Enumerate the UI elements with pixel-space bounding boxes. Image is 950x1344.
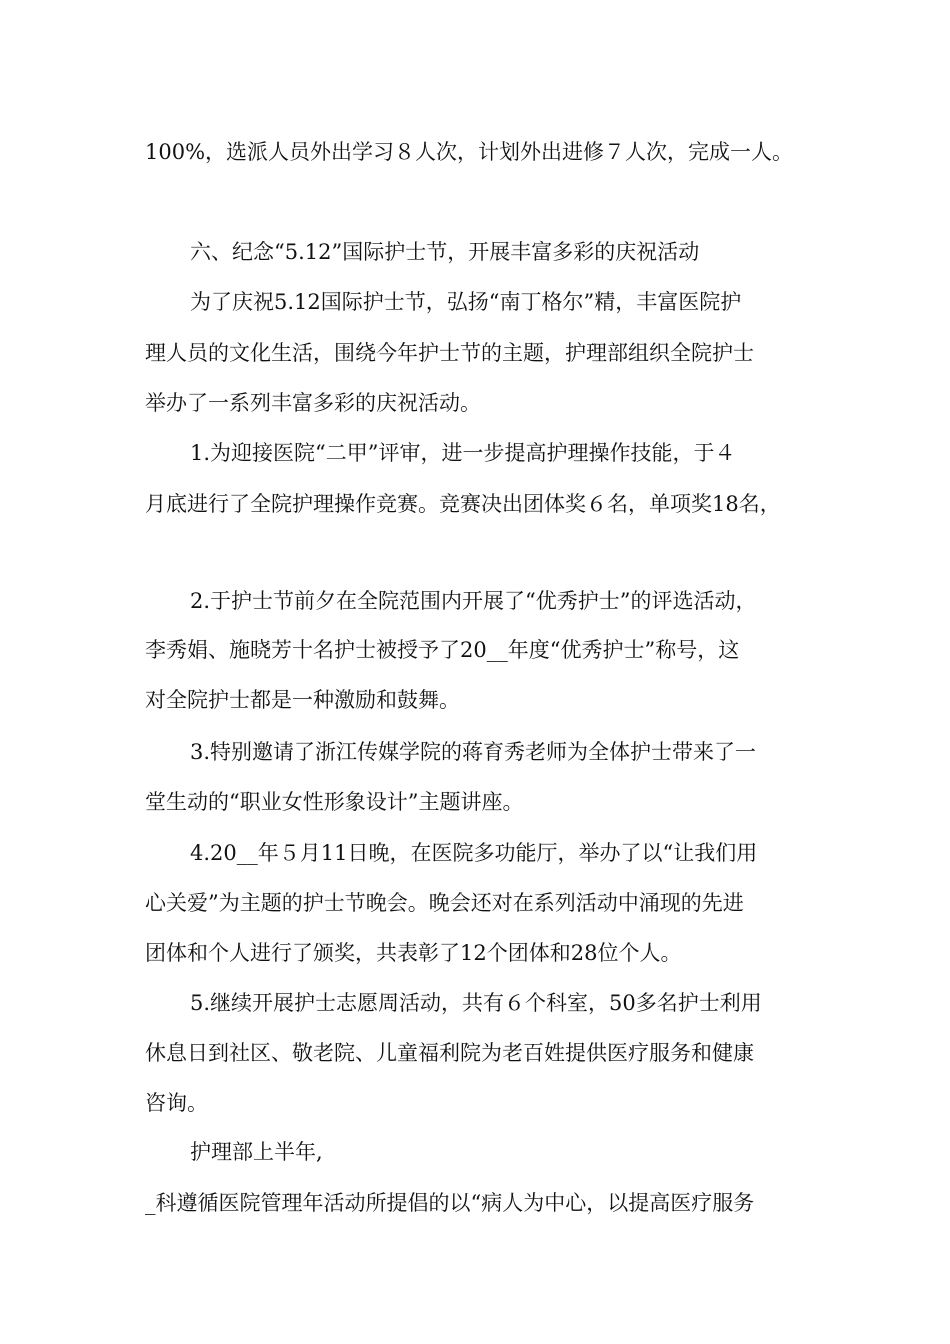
text-line: 李秀娟、施晓芳十名护士被授予了20__年度“优秀护士”称号，这 [145, 638, 740, 662]
text-line: 心关爱”为主题的护士节晚会。晚会还对在系列活动中涌现的先进 [145, 891, 744, 915]
text-line: 团体和个人进行了颁奖，共表彰了12个团体和28位个人。 [145, 941, 682, 965]
text-line: 1.为迎接医院“二甲”评审，进一步提高护理操作技能，于４ [190, 441, 736, 465]
text-line: 3.特别邀请了浙江传媒学院的蒋育秀老师为全体护士带来了一 [190, 740, 757, 764]
text-line: 咨询。 [145, 1091, 208, 1115]
text-line: 对全院护士都是一种激励和鼓舞。 [145, 688, 460, 712]
text-line: 2.于护士节前夕在全院范围内开展了“优秀护士”的评选活动， [190, 589, 757, 613]
text-line: 举办了一系列丰富多彩的庆祝活动。 [145, 391, 481, 415]
text-line: 4.20__年５月11日晚，在医院多功能厅，举办了以“让我们用 [190, 841, 758, 865]
text-line: 堂生动的“职业女性形象设计”主题讲座。 [145, 790, 524, 814]
section-heading: 六、纪念“5.12”国际护士节，开展丰富多彩的庆祝活动 [190, 240, 700, 264]
text-line: _科遵循医院管理年活动所提倡的以“病人为中心，以提高医疗服务 [145, 1191, 755, 1215]
text-line: 休息日到社区、敬老院、儿童福利院为老百姓提供医疗服务和健康 [145, 1041, 754, 1065]
text-line: 月底进行了全院护理操作竞赛。竞赛决出团体奖６名，单项奖18名， [145, 492, 781, 516]
text-line: 护理部上半年, [190, 1140, 323, 1164]
text-line: 5.继续开展护士志愿周活动，共有６个科室，50多名护士利用 [190, 991, 762, 1015]
text-line: 理人员的文化生活，围绕今年护士节的主题，护理部组织全院护士 [145, 341, 754, 365]
text-line: 为了庆祝5.12国际护士节，弘扬“南丁格尔”精，丰富医院护 [190, 290, 742, 314]
text-line: 100%，选派人员外出学习８人次，计划外出进修７人次，完成一人。 [145, 140, 794, 164]
